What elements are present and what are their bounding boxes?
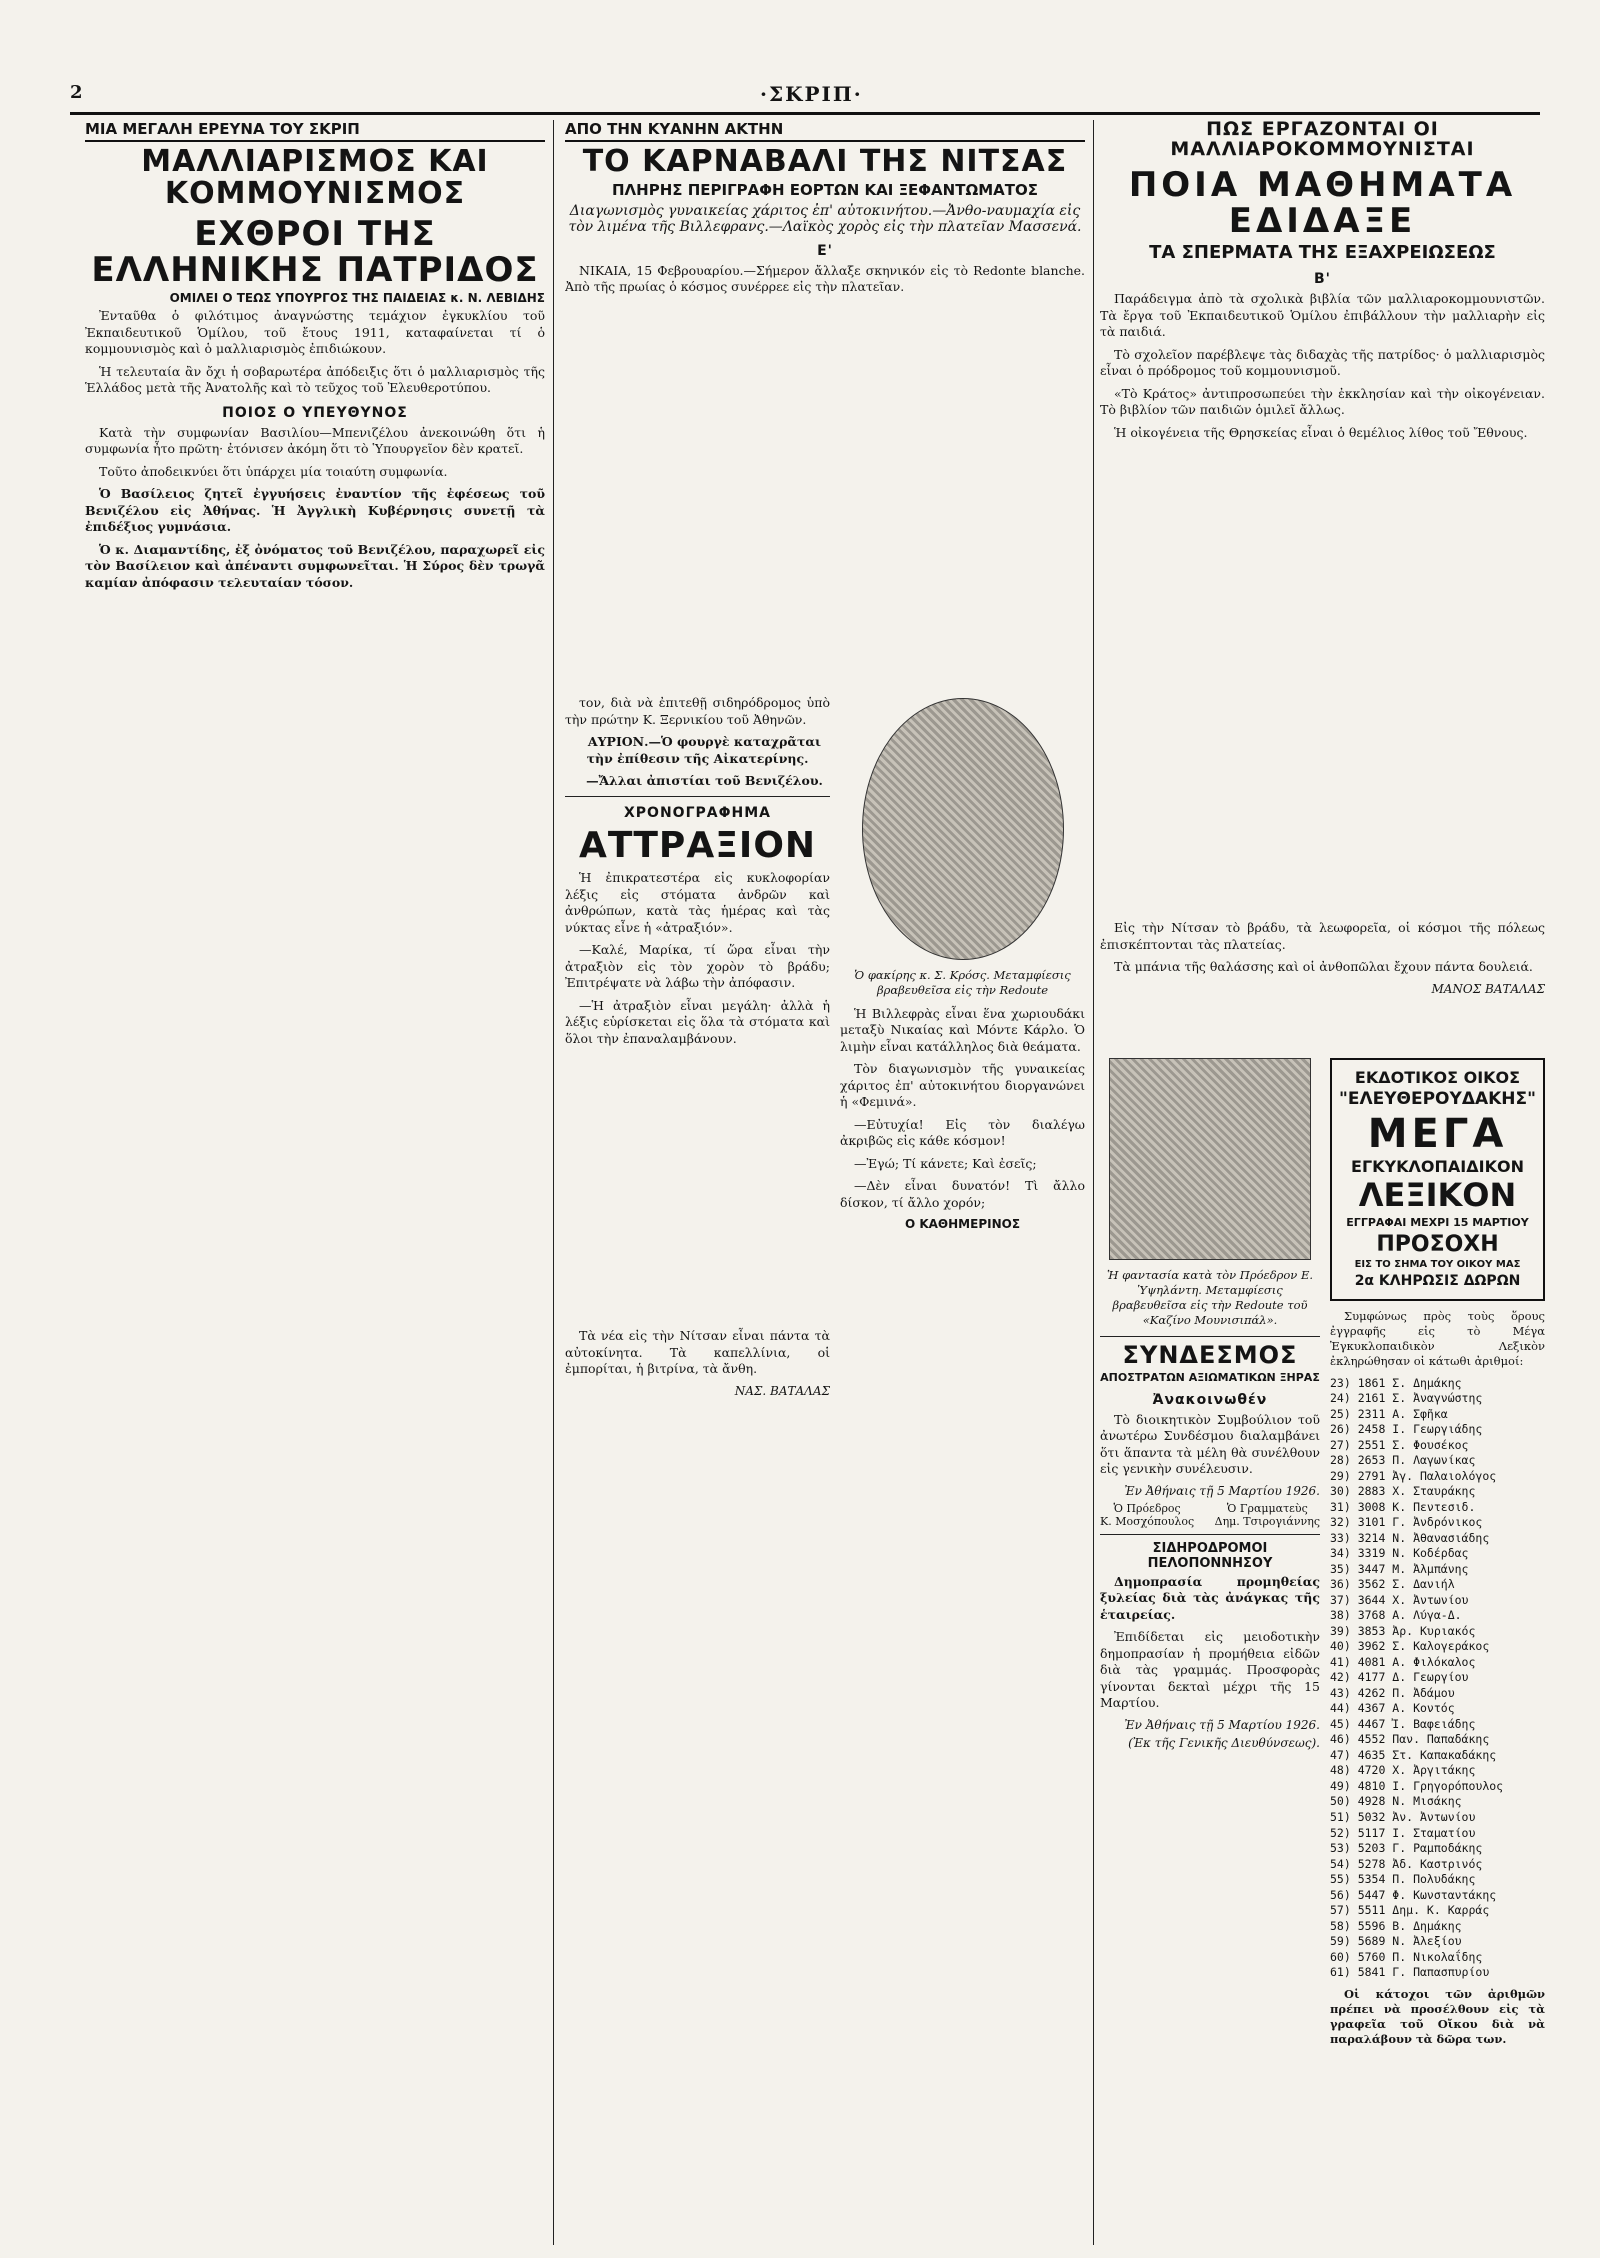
subheadline: ΠΛΗΡΗΣ ΠΕΡΙΓΡΑΦΗ ΕΟΡΤΩΝ ΚΑΙ ΞΕΦΑΝΤΩΜΑΤΟΣ [612, 180, 1038, 199]
lottery-entry: 51) 5032 Ἀν. Ἀντωνίου [1330, 1809, 1476, 1824]
paragraph: Παράδειγμα ἀπὸ τὰ σχολικὰ βιβλία τῶν μαλλιαροκομμουνιστῶν. Τὰ ἔργα τοῦ Ἐκπαιδευτικοῦ Ὁμίλου ἐπιβάλλουν τὴν μαλλιαρὴν εἰς τὰ παιδιά. [1100, 291, 1545, 340]
lottery-entry: 32) 3101 Γ. Ἀνδρόνικος [1330, 1515, 1483, 1530]
signoff: Ο ΚΑΘΗΜΕΡΙΝΟΣ [904, 1217, 1021, 1232]
headline: ΠΩΣ ΕΡΓΑΖΟΝΤΑΙ ΟΙ ΜΑΛΛΙΑΡΟΚΟΜΜΟΥΝΙΣΤΑΙ [1170, 120, 1475, 160]
lottery-entry: 52) 5117 Ι. Σταματίου [1330, 1825, 1476, 1840]
lottery-entry: 49) 4810 Ι. Γρηγορόπουλος [1330, 1778, 1504, 1793]
lottery-entry: 48) 4720 Χ. Ἀργιτάκης [1330, 1763, 1476, 1778]
railway-title: ΣΙΔΗΡΟΔΡΟΜΟΙ ΠΕΛΟΠΟΝΝΗΣΟΥ [1147, 1540, 1273, 1571]
lottery-entry: 35) 3447 Μ. Ἀλμπάνης [1330, 1561, 1469, 1576]
kicker: ΜΙΑ ΜΕΓΑΛΗ ΕΡΕΥΝΑ ΤΟΥ ΣΚΡΙΠ [85, 120, 545, 142]
kicker: ΑΠΟ ΤΗΝ ΚΥΑΝΗΝ ΑΚΤΗΝ [565, 120, 1085, 142]
paper-name: ·ΣΚΡΙΠ· [760, 82, 863, 106]
lottery-entry: 56) 5447 Φ. Κωνσταντάκης [1330, 1887, 1497, 1902]
lottery-entry: 28) 2653 Π. Λαγωνίκας [1330, 1453, 1476, 1468]
notices-column [1100, 1050, 1320, 2245]
notice-date: Ἐν Ἀθήναις τῇ 5 Μαρτίου 1926. [1124, 1483, 1320, 1498]
lottery-entry: 39) 3853 Ἀρ. Κυριακός [1330, 1623, 1476, 1638]
notice-title: ΣΥΝΔΕΣΜΟΣ [1122, 1340, 1298, 1369]
article-malliarismos [85, 120, 545, 2245]
byline-signature: ΝΑΣ. ΒΑΤΑΛΑΣ [734, 1383, 830, 1398]
lottery-entry: 57) 5511 Δημ. Κ. Καρράς [1330, 1903, 1490, 1918]
lottery-entry: 30) 2883 Χ. Σταυράκης [1330, 1484, 1476, 1499]
lottery-entry: 43) 4262 Π. Ἀδάμου [1330, 1685, 1455, 1700]
railway-date: Ἐν Ἀθήναις τῇ 5 Μαρτίου 1926. [1124, 1717, 1320, 1732]
lottery-entry: 36) 3562 Σ. Δανιήλ [1330, 1577, 1455, 1592]
ad-publisher: ΕΚΔΟΤΙΚΟΣ ΟΙΚΟΣ [1354, 1068, 1521, 1087]
paragraph: —Ἐγώ; Τί κάνετε; Καὶ ἐσεῖς; [854, 1155, 1037, 1171]
paragraph: Ἡ ἐπικρατεστέρα εἰς κυκλοφορίαν λέξις εἰς στόματα ἀνδρῶν καὶ ἀνθρώπων, κατὰ τὰς ἡμέρας καὶ τὰς νύκτας εἶνε ἡ «ἀτραξιόν». [565, 870, 830, 935]
ad-footer: Οἱ κάτοχοι τῶν ἀριθμῶν πρέπει νὰ προσέλθουν εἰς τὰ γραφεῖα τοῦ Οἴκου διὰ νὰ παραλάβουν τὰ δῶρα των. [1330, 1986, 1545, 2047]
ad-eleftheroudakis [1330, 1050, 1545, 2245]
lottery-entry: 25) 2311 Α. Σφῆκα [1330, 1406, 1448, 1421]
column-rule [553, 120, 554, 2245]
notice-label: Ἀνακοινωθέν [1152, 1391, 1268, 1408]
headline: ΠΟΙΑ ΜΑΘΗΜΑΤΑ ΕΔΙΔΑΞΕ [1128, 164, 1517, 241]
ad-line: 2α ΚΛΗΡΩΣΙΣ ΔΩΡΩΝ [1354, 1273, 1521, 1290]
headline: ΑΤΤΡΑΞΙΟΝ [578, 824, 817, 866]
paragraph: «Τὸ Κράτος» ἀντιπροσωπεύει τὴν ἐκκλησίαν καὶ τὴν οἰκογένειαν. Τὸ βιβλίον τῶν παιδιῶν ὁμιλεῖ ἄλλως. [1100, 385, 1545, 418]
lottery-entry: 24) 2161 Σ. Ἀναγνώστης [1330, 1391, 1483, 1406]
president-title: Ὁ Πρόεδρος [1113, 1501, 1181, 1515]
paragraph: ΑΥΡΙΟΝ.—Ὁ φουργὲ καταχρᾶται τὴν ἐπίθεσιν τῆς Αἰκατερίνης. [586, 734, 822, 766]
lottery-entry: 38) 3768 Α. Λύγα-Δ. [1330, 1608, 1462, 1623]
byline: ΟΜΙΛΕΙ Ο ΤΕΩΣ ΥΠΟΥΡΓΟΣ ΤΗΣ ΠΑΙΔΕΙΑΣ κ. Ν. ΛΕΒΙΔΗΣ [169, 291, 545, 306]
paragraph: Ὁ Βασίλειος ζητεῖ ἐγγυήσεις ἐναντίον τῆς ἐφέσεως τοῦ Βενιζέλου εἰς Ἀθήνας. Ἡ Ἀγγλικὴ Κυβέρνησις συνετῇ τὰ ἐπιδέξιος γυμνάσια. [85, 486, 545, 535]
lottery-entry: 53) 5203 Γ. Ραμποδάκης [1330, 1841, 1483, 1856]
signatures [1100, 1502, 1320, 1528]
divider [565, 796, 830, 797]
paragraph: —Εὐτυχία! Εἰς τὸν διαλέγω ἀκριβῶς εἰς κάθε κόσμον! [840, 1116, 1085, 1149]
ad-line: ΕΓΓΡΑΦΑΙ ΜΕΧΡΙ 15 ΜΑΡΤΙΟΥ [1346, 1216, 1529, 1230]
column-rule [1093, 120, 1094, 2245]
lottery-entry: 54) 5278 Ἀδ. Καστρινός [1330, 1856, 1483, 1871]
lottery-entry: 61) 5841 Γ. Παπασπυρίου [1330, 1965, 1490, 1980]
article-nice-col4 [565, 1320, 830, 2245]
paragraph: Τὸ διοικητικὸν Συμβούλιον τοῦ ἀνωτέρω Συνδέσμου διαλαμβάνει ὅτι ἅπαντα τὰ μέλη θὰ συνέλθουν εἰς γενικὴν συνέλευσιν. [1100, 1411, 1320, 1477]
lottery-entry: 23) 1861 Σ. Δημάκης [1330, 1375, 1462, 1390]
ad-line: ΕΙΣ ΤΟ ΣΗΜΑ ΤΟΥ ΟΙΚΟΥ ΜΑΣ [1354, 1258, 1521, 1270]
railway-source: (Ἐκ τῆς Γενικῆς Διευθύνσεως). [1128, 1735, 1320, 1750]
secretary-name: Δημ. Τσιρογιάννης [1214, 1514, 1320, 1528]
lottery-entry: 59) 5689 Ν. Ἀλεξίου [1330, 1934, 1462, 1949]
lottery-list [1330, 1376, 1545, 1981]
photo-caption: Ἡ φαντασία κατὰ τὸν Πρόεδρον Ε. Ὑψηλάντη. Μεταμφίεσις βραβευθεῖσα εἰς τὴν Redoute τοῦ «Καζίνο Μουνισιπάλ». [1107, 1268, 1313, 1327]
headline: ΤΟ ΚΑΡΝΑΒΑΛΙ ΤΗΣ ΝΙΤΣΑΣ [582, 144, 1068, 179]
lottery-entry: 33) 3214 Ν. Ἀθανασιάδης [1330, 1530, 1490, 1545]
lottery-entry: 55) 5354 Π. Πολυδάκης [1330, 1872, 1476, 1887]
lottery-entry: 27) 2551 Σ. Φουσέκος [1330, 1437, 1469, 1452]
ad-intro: Συμφώνως πρὸς τοὺς ὅρους ἐγγραφῆς εἰς τὸ Μέγα Ἐγκυκλοπαιδικὸν Λεξικὸν ἐκληρώθησαν οἱ κάτωθι ἀριθμοί: [1330, 1308, 1545, 1369]
section-heading: Ε' [817, 242, 833, 259]
lottery-entry: 26) 2458 Ι. Γεωργιάδης [1330, 1422, 1483, 1437]
paragraph: Ἡ τελευταία ἂν ὄχι ἡ σοβαρωτέρα ἀπόδειξις ὅτι ὁ μαλλιαρισμὸς τῆς Ἑλλάδος μετὰ τῆς Ἀνατολῆς καὶ τὸ τεῦχος τοῦ Ἐλευθεροτύπου. [85, 363, 545, 396]
page-number: 2 [70, 82, 83, 103]
ad-line: ΠΡΟΣΟΧΗ [1376, 1231, 1499, 1257]
lottery-entry: 47) 4635 Στ. Καπακαδάκης [1330, 1747, 1497, 1762]
section-heading: Β' [1314, 271, 1331, 288]
paragraph: Τὸ σχολεῖον παρέβλεψε τὰς διδαχὰς τῆς πατρίδος· ὁ μαλλιαρισμὸς εἶναι ὁ πρόδρομος τοῦ κομμουνισμοῦ. [1100, 346, 1545, 379]
paragraph: Τοῦτο ἀποδεικνύει ὅτι ὑπάρχει μία τοιαύτη συμφωνία. [99, 463, 448, 479]
lottery-entry: 41) 4081 Α. Φιλόκαλος [1330, 1654, 1476, 1669]
secretary-title: Ὁ Γραμματεὺς [1226, 1501, 1308, 1515]
paragraph: Ἐνταῦθα ὁ φιλότιμος ἀναγνώστης τεμάχιον ἐγκυκλίου τοῦ Ἐκπαιδευτικοῦ Ὁμίλου, τοῦ ἔτους 1911, καταφαίνεται τί ὁ κομμουνισμὸς καὶ ὁ μαλλιαρισμὸς ἐπιδιώκουν. [85, 308, 545, 357]
paragraph: τον, διὰ νὰ ἐπιτεθῇ σιδηρόδρομος ὑπὸ τὴν πρώτην Κ. Ξερνικίου τοῦ Ἀθηνῶν. [565, 695, 830, 727]
article-mathimata [1100, 120, 1545, 1050]
subheadline: ΤΑ ΣΠΕΡΜΑΤΑ ΤΗΣ ΕΞΑΧΡΕΙΩΣΕΩΣ [1149, 242, 1496, 264]
paragraph: Ἡ Βιλλεφρὰς εἶναι ἕνα χωριουδάκι μεταξὺ Νικαίας καὶ Μόντε Κάρλο. Ὁ λιμὴν εἶναι κατάλληλος διὰ θεάματα. [840, 1005, 1085, 1054]
ad-box [1330, 1058, 1545, 1301]
president-name: Κ. Μοσχόπουλος [1100, 1514, 1195, 1528]
photo-caption: Ὁ φακίρης κ. Σ. Κρόσς. Μεταμφίεσις βραβευθεῖσα εἰς τὴν Redoute [854, 968, 1071, 997]
ad-house: "ΕΛΕΥΘΕΡΟΥΔΑΚΗΣ" [1338, 1088, 1537, 1109]
lottery-entry: 42) 4177 Δ. Γεωργίου [1330, 1670, 1469, 1685]
section-heading: ΧΡΟΝΟΓΡΑΦΗΜΑ [624, 804, 771, 821]
paragraph: Κατὰ τὴν συμφωνίαν Βασιλίου—Μπενιζέλου ἀνεκοινώθη ὅτι ἡ συμφωνία ἦτο πρῶτη· ἐτόνισεν ἀκόμη ὅτι τὸ Ὑπουργεῖον δὲν κρατεῖ. [85, 424, 545, 457]
headline: ΜΑΛΛΙΑΡΙΣΜΟΣ ΚΑΙ ΚΟΜΜΟΥΝΙΣΜΟΣ [141, 144, 489, 211]
lottery-entry: 45) 4467 Ἰ. Βαφειάδης [1330, 1716, 1476, 1731]
notice-subtitle: ΑΠΟΣΤΡΑΤΩΝ ΑΞΙΩΜΑΤΙΚΩΝ ΞΗΡΑΣ [1100, 1370, 1320, 1384]
lottery-entry: 29) 2791 Ἀγ. Παλαιολόγος [1330, 1468, 1497, 1483]
paragraph: —Ἄλλαι ἀπιστίαι τοῦ Βενιζέλου. [586, 773, 823, 788]
article-nice-end [1100, 920, 1545, 1040]
divider [1100, 1534, 1320, 1535]
paragraph: Ἐπιδίδεται εἰς μειοδοτικὴν δημοπρασίαν ἡ προμήθεια εἰδῶν διὰ τὰς γραμμάς. Προσφορὰς γίνονται δεκταὶ μέχρι τῆς 15 Μαρτίου. [1100, 1629, 1320, 1711]
lead: Διαγωνισμὸς γυναικείας χάριτος ἐπ' αὐτοκινήτου.—Ἀνθο-ναυμαχία εἰς τὸν λιμένα τῆς Βιλλεφρανς.—Λαϊκὸς χορὸς εἰς τὴν πλατεῖαν Μασσενά. [568, 202, 1082, 235]
masthead [70, 82, 1540, 115]
paragraph: Τὰ μπάνια τῆς θαλάσσης καὶ οἱ ἀνθοπῶλαι ἔχουν πάντα δουλειά. [1114, 959, 1533, 974]
section-heading: ΠΟΙΟΣ Ο ΥΠΕΥΘΥΝΟΣ [222, 404, 408, 421]
paragraph: —Ἡ ἀτραξιὸν εἶναι μεγάλη· ἀλλὰ ἡ λέξις εὑρίσκεται εἰς ὅλα τὰ στόματα καὶ ὅλοι τὴν ἐπαναλαμβάνουν. [565, 997, 830, 1046]
lottery-entry: 50) 4928 Ν. Μισάκης [1330, 1794, 1462, 1809]
byline-signature: ΜΑΝΟΣ ΒΑΤΑΛΑΣ [1431, 981, 1545, 996]
lottery-entry: 46) 4552 Παν. Παπαδάκης [1330, 1732, 1490, 1747]
paragraph: ΝΙΚΑΙΑ, 15 Φεβρουαρίου.—Σήμερον ἄλλαξε σκηνικόν εἰς τὸ Redonte blanche. Ἀπὸ τῆς πρωίας ὁ κόσμος συνέρρεε εἰς τὴν πλατεῖαν. [565, 262, 1085, 294]
paragraph: —Δὲν εἶναι δυνατόν! Τὶ ἄλλο δίσκον, τί ἄλλο χορόν; [840, 1178, 1085, 1210]
lottery-entry: 31) 3008 Κ. Πεντεσιδ. [1330, 1499, 1476, 1514]
lottery-entry: 44) 4367 Α. Κοντός [1330, 1701, 1455, 1716]
divider [1100, 1336, 1320, 1337]
lottery-entry: 37) 3644 Χ. Ἀντωνίου [1330, 1592, 1469, 1607]
paragraph: Ὁ κ. Διαμαντίδης, ἐξ ὀνόματος τοῦ Βενιζέλου, παραχωρεῖ εἰς τὸν Βασίλειον καὶ ἀπέναντι συμφωνεῖται. Ἡ Σύρος δὲν τρωγᾶ καμίαν ἀπόφασιν τελευταίαν τόσον. [85, 541, 545, 590]
lottery-entry: 58) 5596 Β. Δημάκης [1330, 1918, 1462, 1933]
railway-sub: Δημοπρασία προμηθείας ξυλείας διὰ τὰς ἀνάγκας τῆς ἑταιρείας. [1100, 1573, 1320, 1622]
ad-line: ΜΕΓΑ [1367, 1110, 1508, 1157]
photo-fakir [862, 698, 1064, 960]
paragraph: Τὸν διαγωνισμὸν τῆς γυναικείας χάριτος ἐπ' αὐτοκινήτου διοργανώνει ἡ «Φεμινά». [840, 1061, 1085, 1110]
paragraph: Εἰς τὴν Νίτσαν τὸ βράδυ, τὰ λεωφορεῖα, οἱ κόσμοι τῆς πόλεως ἐπισκέπτονται τὰς πλατείας. [1100, 920, 1545, 952]
headline: ΕΧΘΡΟΙ ΤΗΣ ΕΛΛΗΝΙΚΗΣ ΠΑΤΡΙΔΟΣ [91, 214, 539, 290]
paragraph: Ἡ οἰκογένεια τῆς Θρησκείας εἶναι ὁ θεμέλιος λίθος τοῦ Ἔθνους. [1114, 424, 1528, 440]
photo-fantasia [1109, 1058, 1311, 1260]
paragraph: Τὰ νέα εἰς τὴν Νίτσαν εἶναι πάντα τὰ αὐτοκίνητα. Τὰ καπελλίνια, οἱ ἐμπορίται, ἡ βιτρίνα, τὰ ἄνθη. [565, 1328, 830, 1376]
lottery-entry: 60) 5760 Π. Νικολαΐδης [1330, 1949, 1483, 1964]
paragraph: —Καλέ, Μαρίκα, τί ὥρα εἶναι τὴν ἀτραξιὸν εἰς τὸν χορὸν τὸ βράδυ; Ἐπιτρέψατε νὰ λάβω τὴν ἀπόφασιν. [565, 942, 830, 991]
lottery-entry: 40) 3962 Σ. Καλογεράκος [1330, 1639, 1490, 1654]
article-nice-carnival [565, 120, 1085, 690]
lottery-entry: 34) 3319 Ν. Κοδέρδας [1330, 1546, 1469, 1561]
ad-line: ΕΓΚΥΚΛΟΠΑΙΔΙΚΟΝ [1351, 1156, 1524, 1176]
article-nice-carnival-cont [840, 690, 1085, 2245]
ad-line: ΛΕΞΙΚΟΝ [1358, 1176, 1517, 1215]
